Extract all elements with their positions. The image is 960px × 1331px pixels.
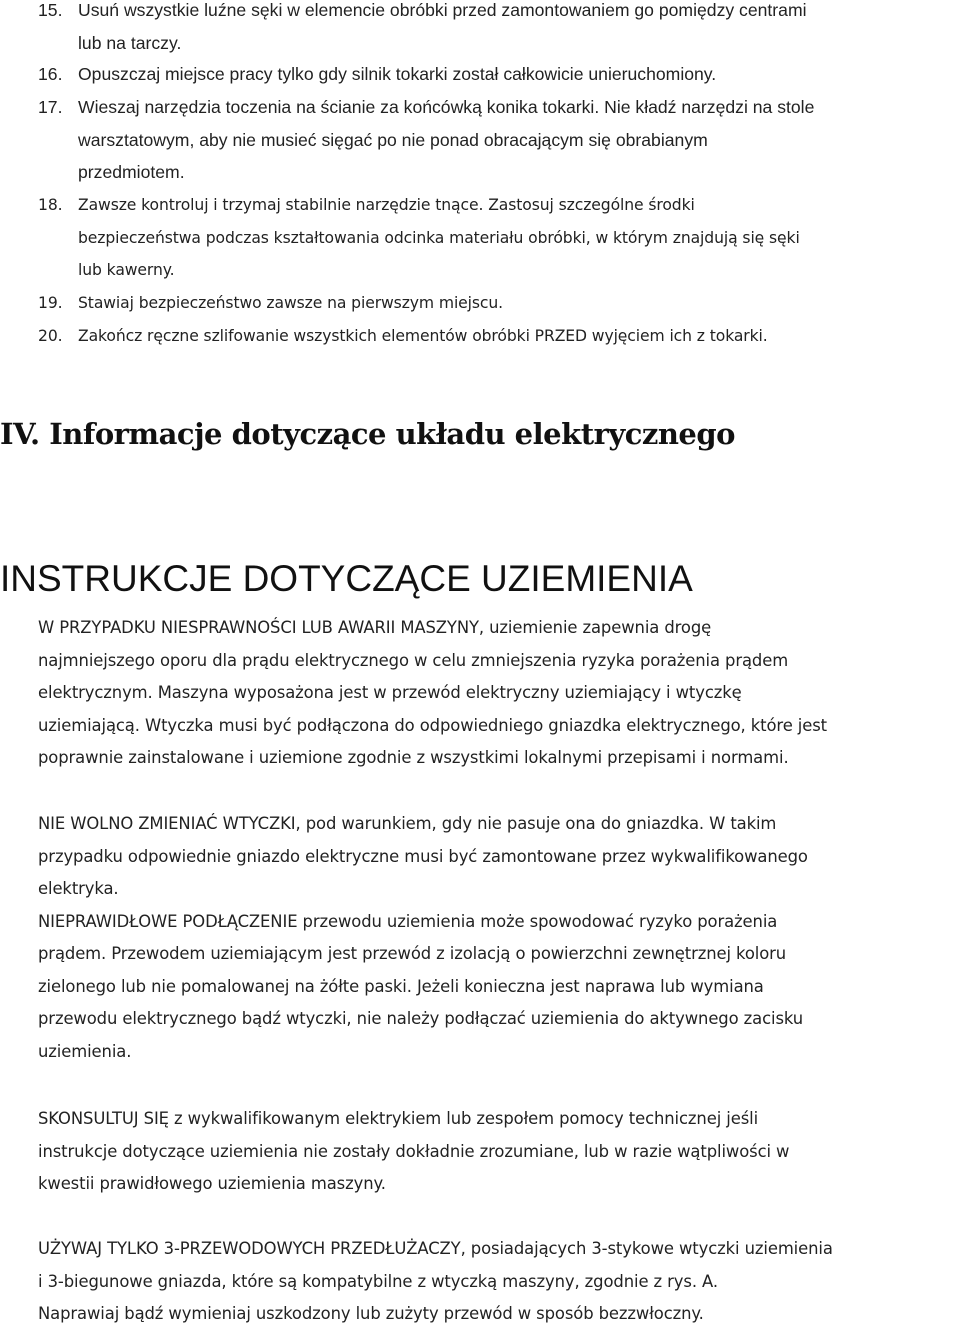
text-line: SKONSULTUJ SIĘ z wykwalifikowanym elektrykiem lub zespołem pomocy technicznej jeśli [38,1109,759,1128]
text-line: przypadku odpowiednie gniazdo elektryczne musi być zamontowane przez wykwalifikowanego [38,846,808,866]
text-line: UŻYWAJ TYLKO 3-PRZEWODOWYCH PRZEDŁUŻACZY, posiadających 3-stykowe wtyczki uziemienia [38,1239,833,1258]
text-line: uziemiającą. Wtyczka musi być podłączona do odpowiedniego gniazdka elektrycznego, które jest [38,715,828,735]
list-item-20 [38,320,958,353]
list-item-15 [38,0,958,59]
text-line: NIEPRAWIDŁOWE PODŁĄCZENIE przewodu uziemienia może spowodować ryzyko porażenia [38,911,778,931]
text-line: Usuń wszystkie luźne sęki w elemencie obróbki przed zamontowaniem go pomiędzy centrami [78,0,807,20]
text-line: zielonego lub nie pomalowanej na żółte paski. Jeżeli konieczna jest naprawa lub wymiana [38,976,764,996]
text-line: instrukcje dotyczące uziemienia nie zostały dokładnie zrozumiane, lub w razie wątpliwości w [38,1141,790,1161]
list-text [38,189,958,287]
list-text [38,0,958,59]
list-text [38,58,958,91]
list-number: 20. [38,327,63,345]
list-item-16 [38,58,958,91]
text-line: Wieszaj narzędzia toczenia na ścianie za końcówką konika tokarki. Nie kładź narzędzi na stole [78,97,815,117]
text-line: W PRZYPADKU NIESPRAWNOŚCI LUB AWARII MASZYNY, uziemienie zapewnia drogę [38,618,712,637]
text-line: Opuszczaj miejsce pracy tylko gdy silnik tokarki został całkowicie unieruchomiony. [78,64,717,84]
text-line: bezpieczeństwa podczas kształtowania odcinka materiału obróbki, w którym znajdują się sęki [78,228,800,247]
text-line: i 3-biegunowe gniazda, które są kompatybilne z wtyczką maszyny, zgodnie z rys. A. [38,1271,718,1291]
paragraph-extension-cords [38,1233,958,1331]
text-line: lub na tarczy. [78,32,182,53]
text-line: Naprawiaj bądź wymieniaj uszkodzony lub zużyty przewód w sposób bezzwłoczny. [38,1304,704,1323]
text-line: przedmiotem. [78,162,185,182]
paragraph-plug [38,808,958,1068]
list-number: 15. [38,0,63,20]
text-line: elektryka. [38,879,119,898]
list-number: 18. [38,196,63,214]
list-text [38,91,958,189]
grounding-title: INSTRUKCJE DOTYCZĄCE UZIEMIENIA [0,558,693,599]
text-line: warsztatowym, aby nie musieć sięgać po nie ponad obracającym się obrabianym [78,129,708,150]
section-heading: IV. Informacje dotyczące układu elektrycznego [0,417,735,451]
text-line: przewodu elektrycznego bądź wtyczki, nie należy podłączać uziemienia do aktywnego zacisku [38,1009,804,1028]
list-item-18 [38,189,958,287]
text-line: uziemienia. [38,1041,132,1061]
list-number: 17. [38,97,63,117]
text-line: Zawsze kontroluj i trzymaj stabilnie narzędzie tnące. Zastosuj szczególne środki [78,196,695,214]
paragraph-malfunction [38,612,958,775]
text-line: lub kawerny. [78,261,175,279]
list-text [38,287,958,320]
text-line: elektrycznym. Maszyna wyposażona jest w przewód elektryczny uziemiający i wtyczkę [38,683,742,702]
list-text [38,320,958,353]
text-line: NIE WOLNO ZMIENIAĆ WTYCZKI, pod warunkiem, gdy nie pasuje ona do gniazdka. W takim [38,814,777,833]
paragraph-consult [38,1103,958,1201]
list-item-19 [38,287,958,320]
text-line: kwestii prawidłowego uziemienia maszyny. [38,1174,386,1193]
list-item-17 [38,91,958,189]
text-line: prądem. Przewodem uziemiającym jest przewód z izolacją o powierzchni zewnętrznej koloru [38,944,787,963]
list-number: 19. [38,294,63,312]
text-line: Zakończ ręczne szlifowanie wszystkich elementów obróbki PRZED wyjęciem ich z tokarki. [78,327,768,345]
list-number: 16. [38,64,63,84]
text-line: najmniejszego oporu dla prądu elektrycznego w celu zmniejszenia ryzyka porażenia prądem [38,650,789,670]
text-line: Stawiaj bezpieczeństwo zawsze na pierwszym miejscu. [78,294,504,312]
text-line: poprawnie zainstalowane i uziemione zgodnie z wszystkimi lokalnymi przepisami i normami. [38,748,789,767]
